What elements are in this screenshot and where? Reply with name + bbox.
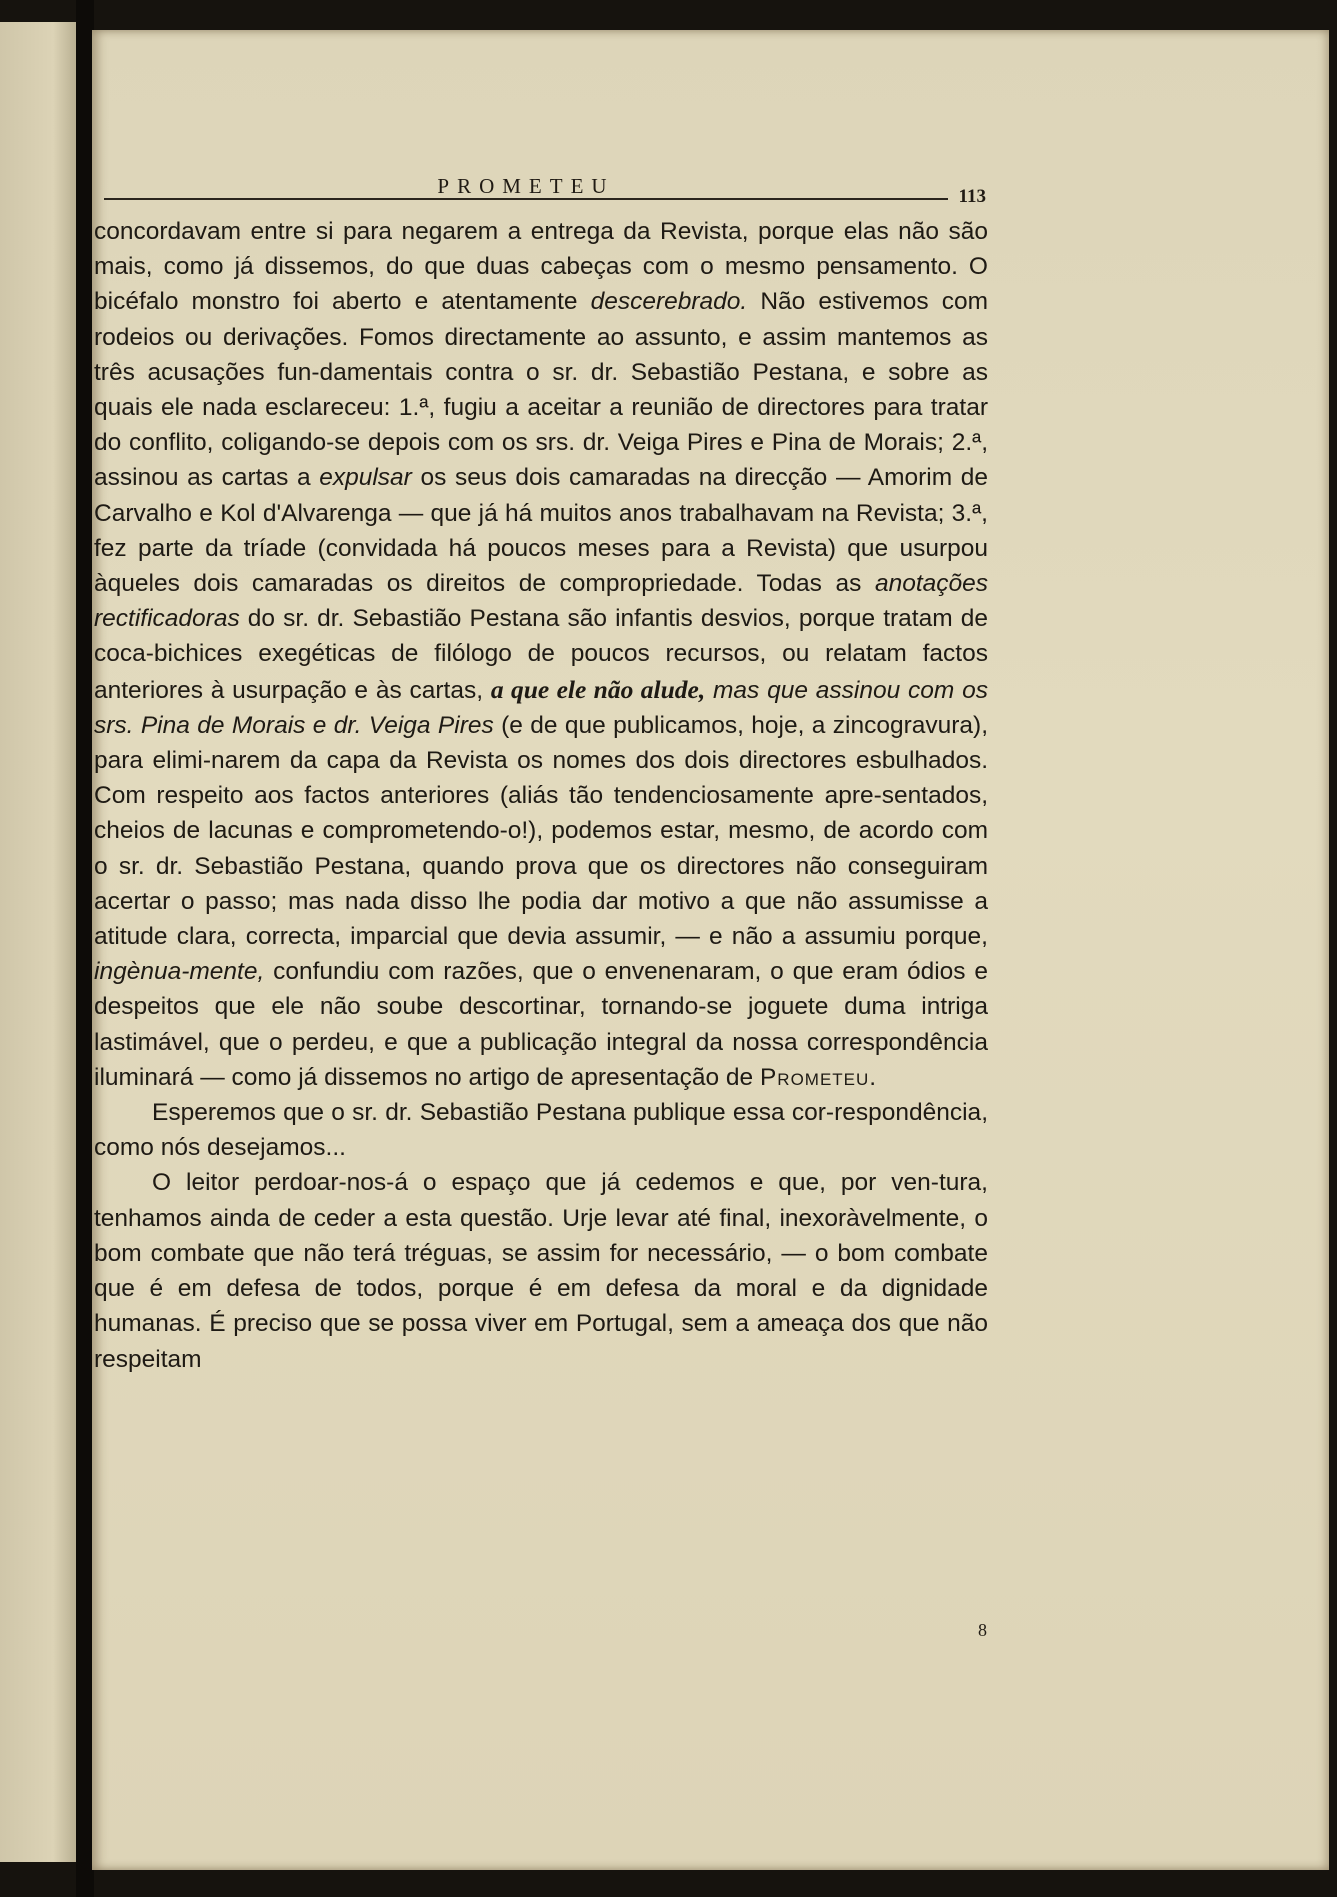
smallcaps-run: Prometeu <box>759 1063 870 1091</box>
text-run: os seus dois camaradas na direcção — Amorim de Carvalho e Kol d'Alvarenga — que já há muitos anos trabalhavam na Revista; 3.ª, fez parte da tríade (convidada há poucos meses para a Revista) que usurpou àqueles dois camaradas os direitos de compropriedade. Todas as <box>94 464 989 598</box>
italic-run: expulsar <box>319 464 412 492</box>
italic-run: descerebrado. <box>590 288 748 316</box>
text-run: do sr. dr. Sebastião Pestana são infantis desvios, porque tratam de coca-bichices exegéticas de filólogo de poucos recursos, ou relatam factos anteriores à usurpação e às cartas, <box>94 605 988 704</box>
paragraph-1 <box>94 214 988 1095</box>
text-run: confundiu com razões, que o envenenaram, o que eram ódios e despeitos que ele não soube descortinar, tornando-se joguete duma intriga lastimável, que o perdeu, e que a publicação integral da nossa correspondência iluminará — como já dissemos no artigo de apresentação de <box>94 958 988 1091</box>
bold-italic-run: a que ele não alude, <box>490 674 706 704</box>
running-title: PROMETEU <box>437 174 615 198</box>
italic-run: mas que assinou com os srs. Pina de Morais e dr. Veiga Pires <box>94 676 988 739</box>
italic-run: anotações rectificadoras <box>94 570 988 633</box>
paragraph-2: Esperemos que o sr. dr. Sebastião Pestana publique essa cor-respondência, como nós desejamos... <box>94 1099 988 1162</box>
header-rule <box>104 198 948 200</box>
previous-page-edge <box>0 22 76 1862</box>
page-number: 113 <box>958 186 986 207</box>
text-run: (e de que publicamos, hoje, a zincogravura), para elimi-narem da capa da Revista os nomes dos dois directores esbulhados. Com respeito aos factos anteriores (aliás tão tendenciosamente apre-sentados, cheios de lacunas e comprometendo-o!), podemos estar, mesmo, de acordo com o sr. dr. Sebastião Pestana, quando prova que os directores não conseguiram acertar o passo; mas nada disso lhe podia dar motivo a que não assumisse a atitude clara, correcta, imparcial que devia assumir, — e não a assumiu porque, <box>94 711 989 951</box>
text-run: . <box>869 1063 877 1091</box>
italic-run: ingènua-mente, <box>94 958 265 986</box>
paragraph-3: O leitor perdoar-nos-á o espaço que já cedemos e que, por ven-tura, tenhamos ainda de ceder a esta questão. Urje levar até final, inexoràvelmente, o bom combate que não terá tréguas, se assim for necessário, — o bom combate que é em defesa de todos, porque é em defesa da moral e da dignidade humanas. É preciso que se possa viver em Portugal, sem a ameaça dos que não respeitam <box>94 1169 988 1373</box>
text-run: Não estivemos com rodeios ou derivações. Fomos directamente ao assunto, e assim mantemos as três acusações fun-damentais contra o sr. dr. Sebastião Pestana, e sobre as quais ele nada esclareceu: 1.ª, fugiu a aceitar a reunião de directores para tratar do conflito, coligando-se depois com os srs. dr. Veiga Pires e Pina de Morais; 2.ª, assinou as cartas a <box>94 288 989 492</box>
text-run: concordavam entre si para negarem a entrega da Revista, porque elas não são mais, como já dissemos, do que duas cabeças com o mesmo pensamento. O bicéfalo monstro foi aberto e atentamente <box>94 218 988 316</box>
signature-mark: 8 <box>978 1620 987 1640</box>
page-header <box>104 148 986 208</box>
article-body <box>94 214 988 1377</box>
